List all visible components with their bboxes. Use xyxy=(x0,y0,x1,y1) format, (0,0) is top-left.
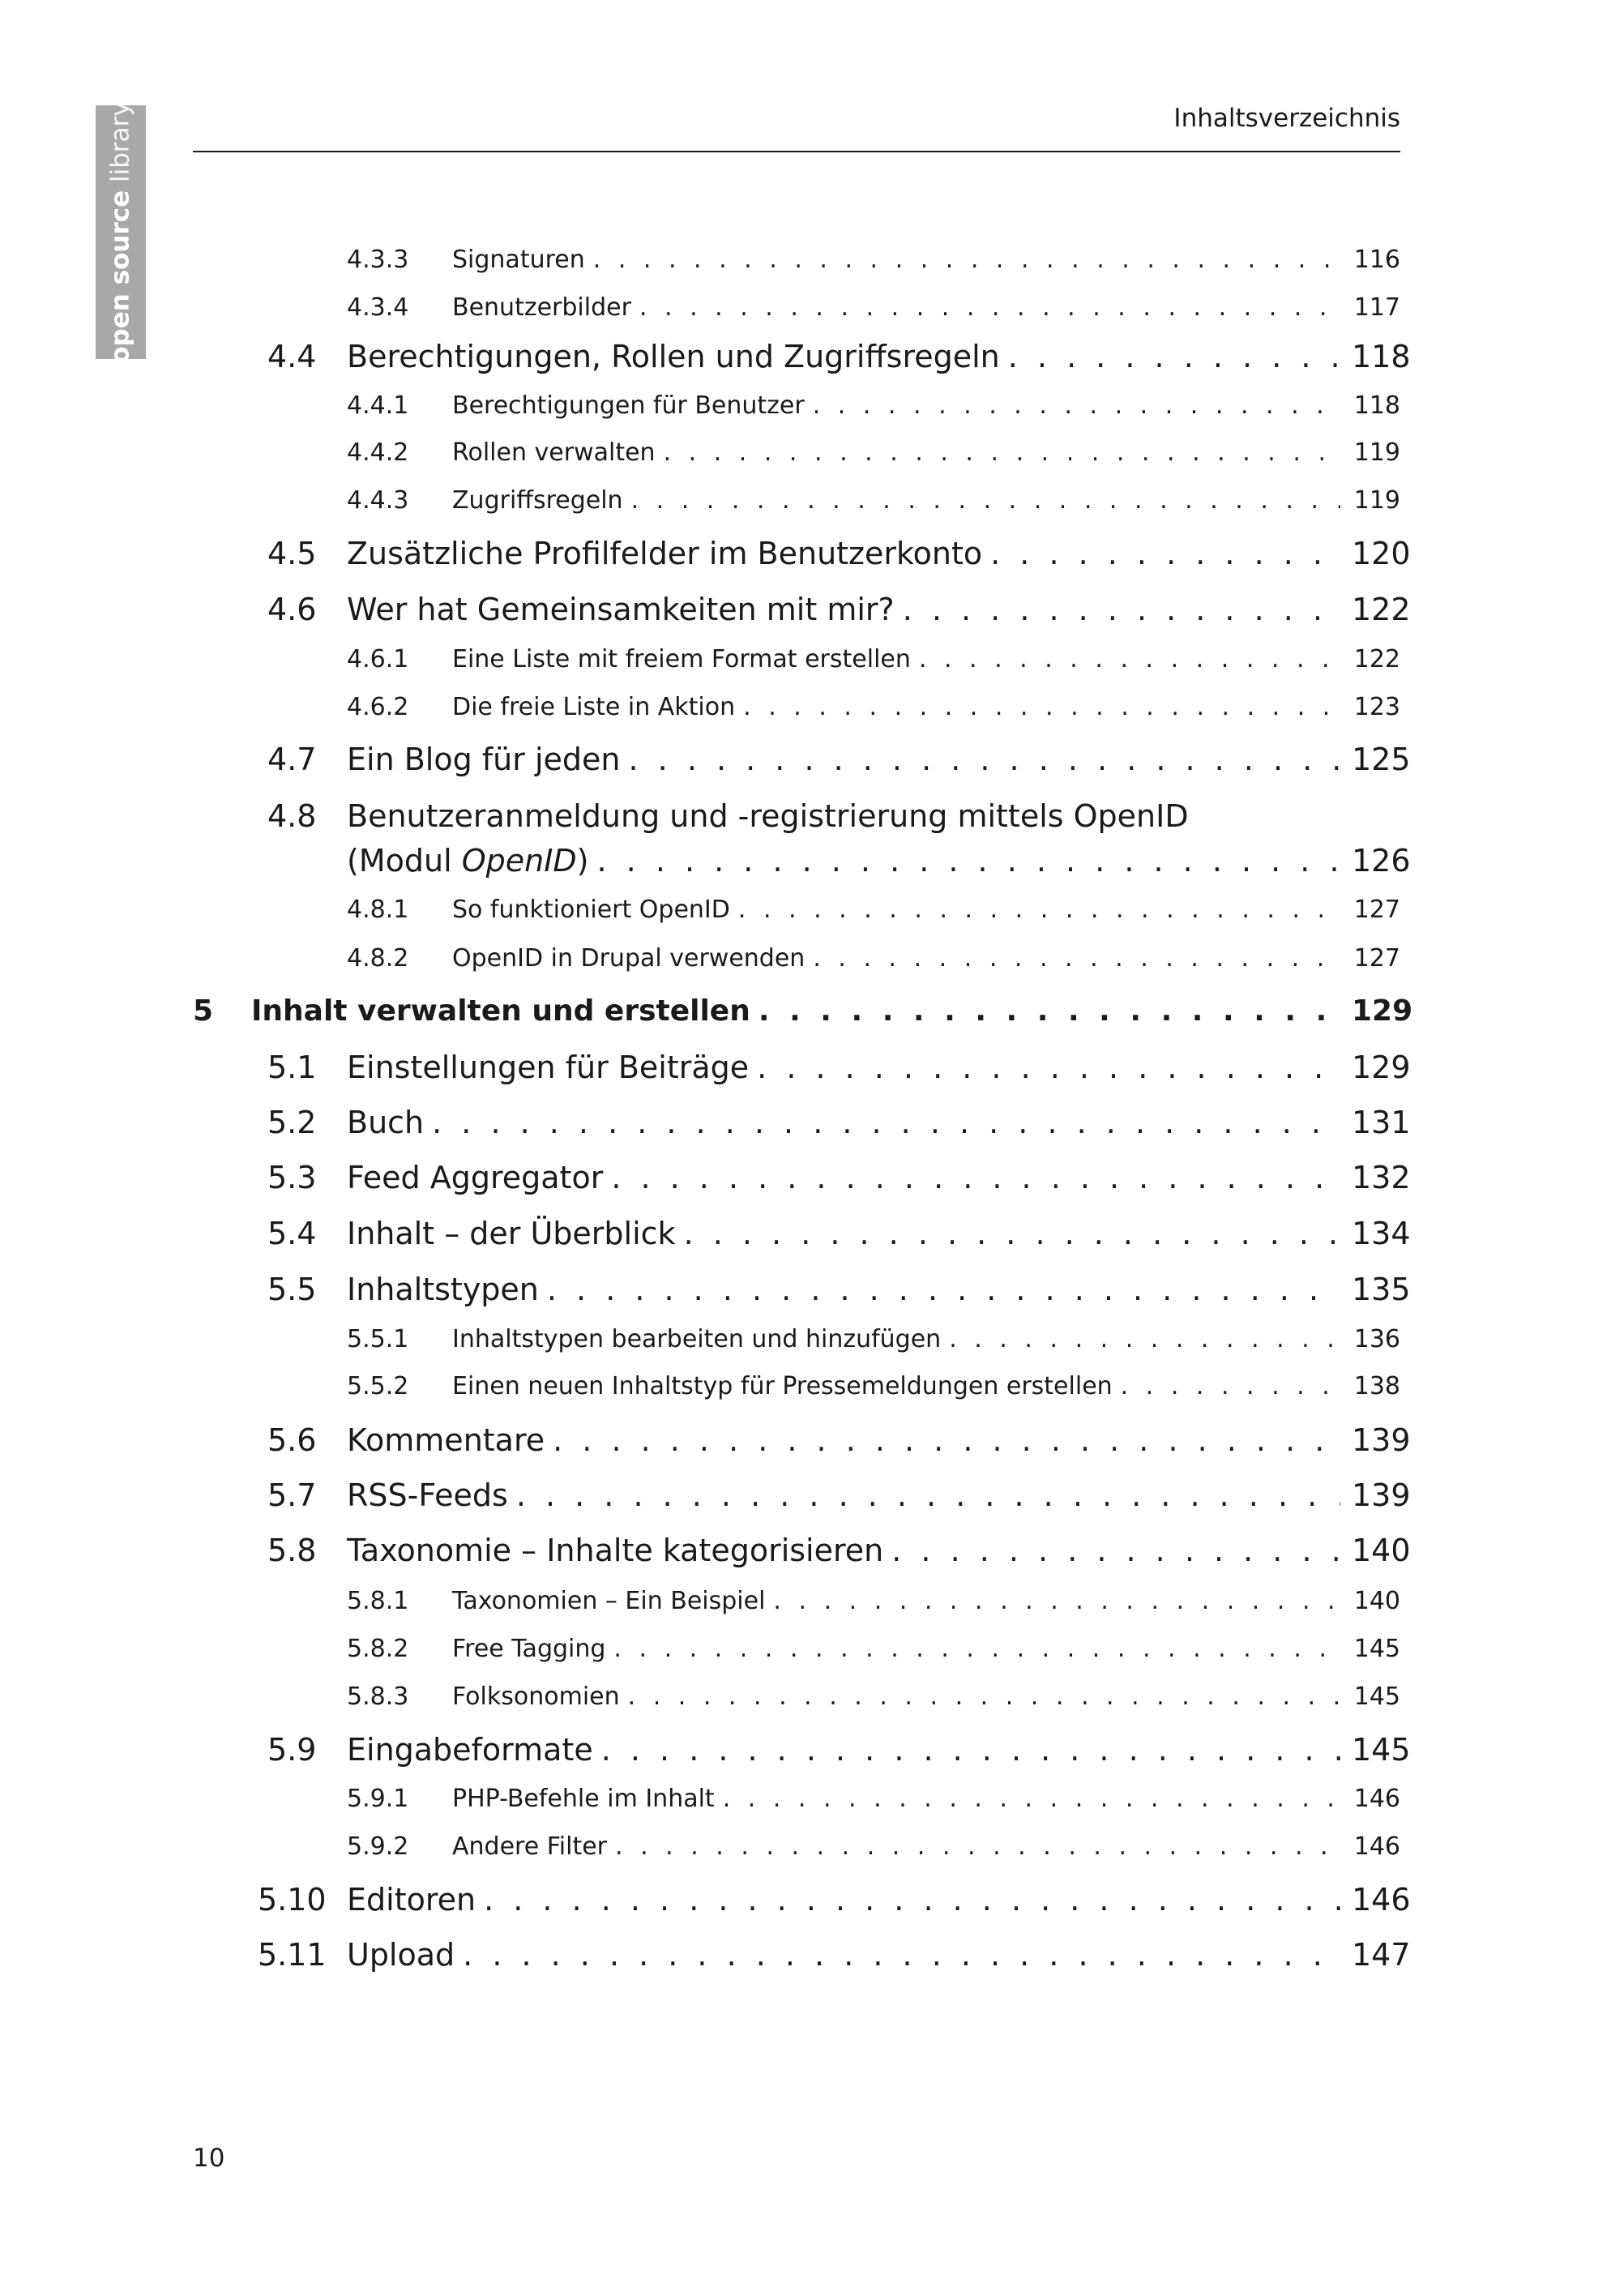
toc-entry[interactable] xyxy=(0,1325,1611,1374)
leader-dots xyxy=(990,536,1340,571)
toc-number: 5.6 xyxy=(267,1422,317,1458)
leader-dots xyxy=(758,994,1340,1028)
toc-title-line1: Benutzeranmeldung und -registrierung mittels OpenID xyxy=(347,798,1189,834)
leader-dots xyxy=(949,1325,1340,1353)
toc-number: 4.8 xyxy=(267,798,317,834)
toc-number: 4.8.1 xyxy=(347,896,409,924)
toc-entry-continuation[interactable] xyxy=(0,843,1611,891)
toc-page: 123 xyxy=(1353,693,1400,721)
leader-dots xyxy=(891,1533,1340,1568)
page-number: 10 xyxy=(193,2144,225,2173)
toc-number: 4.3.4 xyxy=(347,293,409,322)
toc-title: Taxonomien – Ein Beispiel xyxy=(452,1587,766,1615)
toc-entry[interactable] xyxy=(0,896,1611,944)
toc-title: Signaturen xyxy=(452,246,585,274)
toc-entry[interactable] xyxy=(0,339,1611,387)
toc-page: 145 xyxy=(1352,1732,1411,1768)
toc-number: 5.9 xyxy=(267,1732,317,1768)
toc-title-italic: OpenID xyxy=(461,843,577,879)
toc-page: 146 xyxy=(1353,1785,1400,1813)
toc-entry[interactable] xyxy=(0,1732,1611,1781)
toc-title: Taxonomie – Inhalte kategorisieren xyxy=(347,1533,884,1568)
toc-title: Berechtigungen, Rollen und Zugriffsregeln xyxy=(347,339,1000,374)
toc-entry[interactable] xyxy=(0,438,1611,487)
toc-number: 5.2 xyxy=(267,1105,317,1140)
toc-title: Eingabeformate xyxy=(347,1732,593,1768)
toc-entry[interactable] xyxy=(0,1937,1611,1986)
toc-page: 132 xyxy=(1352,1160,1411,1195)
toc-entry[interactable] xyxy=(0,693,1611,742)
toc-number: 4.6.1 xyxy=(347,645,409,673)
toc-number: 4.7 xyxy=(267,742,317,777)
toc-title: Ein Blog für jeden xyxy=(347,742,621,777)
toc-page: 140 xyxy=(1352,1533,1411,1568)
toc-entry[interactable] xyxy=(0,742,1611,790)
toc-page: 138 xyxy=(1353,1372,1400,1400)
toc-page: 147 xyxy=(1352,1937,1411,1973)
leader-dots xyxy=(738,896,1340,924)
toc-number: 4.8.2 xyxy=(347,944,409,973)
toc-page: 129 xyxy=(1352,994,1413,1028)
leader-dots xyxy=(597,843,1341,879)
toc-number: 5.11 xyxy=(258,1937,327,1973)
toc-title: Inhaltstypen xyxy=(347,1272,539,1307)
toc-entry[interactable] xyxy=(0,1587,1611,1635)
toc-page: 127 xyxy=(1353,944,1400,973)
toc-number: 4.4.1 xyxy=(347,391,409,420)
toc-entry[interactable] xyxy=(0,1216,1611,1264)
leader-dots xyxy=(613,1635,1340,1663)
toc-title: Wer hat Gemeinsamkeiten mit mir? xyxy=(347,592,895,627)
toc-entry[interactable] xyxy=(0,1272,1611,1320)
toc-chapter[interactable] xyxy=(0,994,1611,1043)
leader-dots xyxy=(684,1216,1340,1251)
toc-page: 127 xyxy=(1353,896,1400,924)
toc-entry[interactable] xyxy=(0,1422,1611,1471)
leader-dots xyxy=(615,1832,1340,1861)
toc-number: 5.5 xyxy=(267,1272,317,1307)
leader-dots xyxy=(547,1272,1340,1307)
toc-number: 5.3 xyxy=(267,1160,317,1195)
toc-title: RSS-Feeds xyxy=(347,1477,508,1513)
toc-page: 119 xyxy=(1353,438,1400,467)
toc-page: 122 xyxy=(1352,592,1411,627)
toc-page: 136 xyxy=(1353,1325,1400,1353)
toc-entry[interactable] xyxy=(0,1882,1611,1930)
toc-number: 5.4 xyxy=(267,1216,317,1251)
toc-entry[interactable] xyxy=(0,246,1611,294)
toc-entry[interactable] xyxy=(0,944,1611,993)
leader-dots xyxy=(593,246,1340,274)
toc-number: 5.8.1 xyxy=(347,1587,409,1615)
toc-entry[interactable] xyxy=(0,1785,1611,1833)
toc-title: Eine Liste mit freiem Format erstellen xyxy=(452,645,911,673)
toc-entry[interactable] xyxy=(0,1477,1611,1526)
toc-page: 139 xyxy=(1352,1422,1411,1458)
toc-entry[interactable] xyxy=(0,1533,1611,1581)
toc-number: 5.5.2 xyxy=(347,1372,409,1400)
toc-entry[interactable] xyxy=(0,592,1611,640)
toc-page: 145 xyxy=(1353,1635,1400,1663)
toc-number: 4.4.2 xyxy=(347,438,409,467)
toc-page: 120 xyxy=(1352,536,1411,571)
leader-dots xyxy=(773,1587,1340,1615)
toc-page: 139 xyxy=(1352,1477,1411,1513)
toc-page: 118 xyxy=(1353,391,1400,420)
side-tab-bold: open source xyxy=(105,190,135,364)
toc-entry[interactable] xyxy=(0,486,1611,535)
toc-title: Zusätzliche Profilfelder im Benutzerkonto xyxy=(347,536,983,571)
leader-dots xyxy=(631,486,1340,515)
toc-title-line2 xyxy=(347,843,597,879)
leader-dots xyxy=(813,944,1340,973)
toc-number: 5 xyxy=(193,994,214,1028)
toc-entry[interactable] xyxy=(0,1682,1611,1731)
toc-number: 5.7 xyxy=(267,1477,317,1513)
leader-dots xyxy=(723,1785,1340,1813)
toc-entry[interactable] xyxy=(0,293,1611,342)
leader-dots xyxy=(611,1160,1340,1195)
toc-title: Buch xyxy=(347,1105,425,1140)
toc-entry[interactable] xyxy=(0,645,1611,694)
toc-title: Free Tagging xyxy=(452,1635,606,1663)
toc-page: 125 xyxy=(1352,742,1411,777)
toc-number: 5.8 xyxy=(267,1533,317,1568)
leader-dots xyxy=(553,1422,1340,1458)
toc-number: 5.9.2 xyxy=(347,1832,409,1861)
leader-dots xyxy=(628,1682,1340,1711)
running-header: Inhaltsverzeichnis xyxy=(1173,104,1400,133)
toc-page: 146 xyxy=(1353,1832,1400,1861)
toc-entry[interactable] xyxy=(0,798,1611,847)
leader-dots xyxy=(463,1937,1340,1973)
toc-page: 140 xyxy=(1353,1587,1400,1615)
toc-page: 129 xyxy=(1352,1050,1411,1085)
toc-title: Upload xyxy=(347,1937,455,1973)
toc-page: 119 xyxy=(1353,486,1400,515)
toc-number: 5.10 xyxy=(258,1882,327,1918)
toc-number: 4.3.3 xyxy=(347,246,409,274)
toc-page: 131 xyxy=(1352,1105,1411,1140)
toc-page: 122 xyxy=(1353,645,1400,673)
toc-page: 117 xyxy=(1353,293,1400,322)
toc-title: Inhalt – der Überblick xyxy=(347,1216,676,1251)
toc-title: Die freie Liste in Aktion xyxy=(452,693,736,721)
toc-number: 5.1 xyxy=(267,1050,317,1085)
toc-title: Zugriffsregeln xyxy=(452,486,623,515)
toc-number: 4.5 xyxy=(267,536,317,571)
toc-title: Benutzerbilder xyxy=(452,293,631,322)
leader-dots xyxy=(639,293,1340,322)
toc-number: 5.8.3 xyxy=(347,1682,409,1711)
toc-number: 5.5.1 xyxy=(347,1325,409,1353)
toc-number: 4.6.2 xyxy=(347,693,409,721)
toc-number: 4.6 xyxy=(267,592,317,627)
toc-entry[interactable] xyxy=(0,1832,1611,1881)
toc-title-prefix: (Modul xyxy=(347,843,462,879)
toc-title: Folksonomien xyxy=(452,1682,620,1711)
toc-title: Andere Filter xyxy=(452,1832,608,1861)
toc-page: 126 xyxy=(1352,843,1411,879)
toc-title: Rollen verwalten xyxy=(452,438,656,467)
leader-dots xyxy=(432,1105,1340,1140)
toc-number: 4.4.3 xyxy=(347,486,409,515)
toc-title: Einstellungen für Beiträge xyxy=(347,1050,750,1085)
toc-number: 4.4 xyxy=(267,339,317,374)
toc-page: 145 xyxy=(1353,1682,1400,1711)
toc-entry[interactable] xyxy=(0,1635,1611,1683)
leader-dots xyxy=(484,1882,1340,1918)
toc-title: Editoren xyxy=(347,1882,476,1918)
toc-title: Inhalt verwalten und erstellen xyxy=(251,994,750,1028)
toc-title: Kommentare xyxy=(347,1422,545,1458)
toc-page: 135 xyxy=(1352,1272,1411,1307)
toc-title: OpenID in Drupal verwenden xyxy=(452,944,806,973)
toc-number: 5.8.2 xyxy=(347,1635,409,1663)
toc-entry[interactable] xyxy=(0,1050,1611,1098)
toc-title: Einen neuen Inhaltstyp für Pressemeldungen erstellen xyxy=(452,1372,1113,1400)
toc-title: So funktioniert OpenID xyxy=(452,896,730,924)
leader-dots xyxy=(919,645,1340,673)
toc-page: 116 xyxy=(1353,246,1400,274)
leader-dots xyxy=(629,742,1341,777)
header-rule xyxy=(193,151,1400,152)
leader-dots xyxy=(1121,1372,1340,1400)
leader-dots xyxy=(1008,339,1340,374)
leader-dots xyxy=(664,438,1340,467)
toc-page: 134 xyxy=(1352,1216,1411,1251)
toc-entry[interactable] xyxy=(0,1372,1611,1421)
toc-entry[interactable] xyxy=(0,536,1611,584)
side-tab-light: library xyxy=(105,101,135,190)
toc-title-suffix: ) xyxy=(576,843,589,879)
toc-entry[interactable] xyxy=(0,391,1611,440)
toc-entry[interactable] xyxy=(0,1160,1611,1208)
leader-dots xyxy=(516,1477,1340,1513)
toc-title: Feed Aggregator xyxy=(347,1160,604,1195)
toc-number: 5.9.1 xyxy=(347,1785,409,1813)
toc-entry[interactable] xyxy=(0,1105,1611,1153)
toc-title: PHP-Befehle im Inhalt xyxy=(452,1785,715,1813)
toc-title: Berechtigungen für Benutzer xyxy=(452,391,805,420)
leader-dots xyxy=(813,391,1340,420)
toc-page: 118 xyxy=(1352,339,1411,374)
leader-dots xyxy=(601,1732,1340,1768)
leader-dots xyxy=(903,592,1340,627)
leader-dots xyxy=(743,693,1340,721)
toc-page: 146 xyxy=(1352,1882,1411,1918)
leader-dots xyxy=(757,1050,1340,1085)
toc-title: Inhaltstypen bearbeiten und hinzufügen xyxy=(452,1325,942,1353)
